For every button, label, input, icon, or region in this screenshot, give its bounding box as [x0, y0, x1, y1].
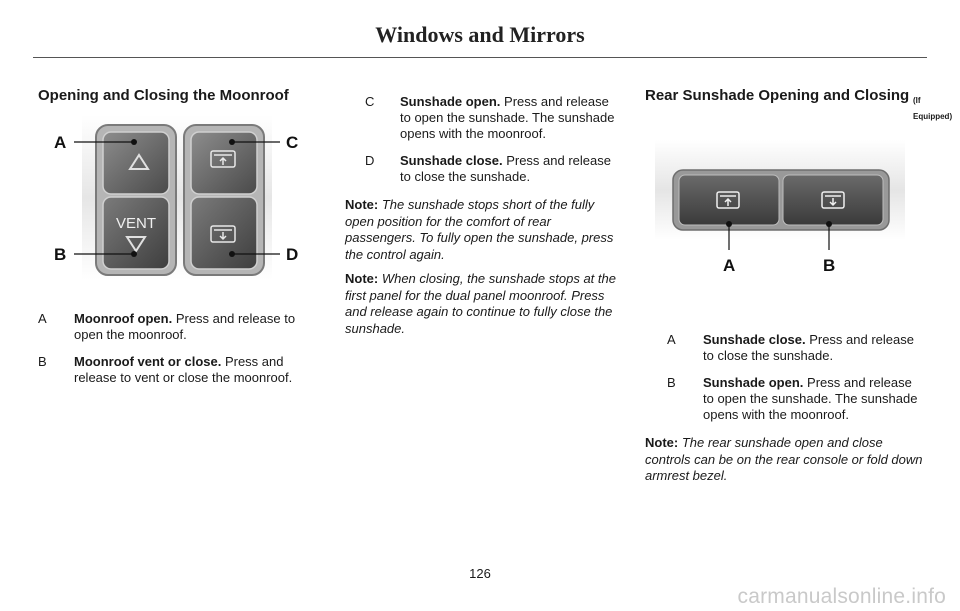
section-heading-rear-sunshade: Rear Sunshade Opening and Closing (If Equipped)	[645, 87, 909, 104]
heading-suffix: (If Equipped)	[913, 96, 953, 121]
list-item: B Sunshade open. Press and release to open the sunshade. The sunshade opens with the moonroof.	[667, 375, 918, 422]
list-item: D Sunshade close. Press and release to close the sunshade.	[365, 153, 611, 184]
list-item: A Sunshade close. Press and release to close the sunshade.	[667, 332, 914, 363]
note: Note: The rear sunshade open and close controls can be on the rear console or fold down armrest bezel.	[645, 435, 923, 483]
page-number: 126	[469, 566, 491, 581]
watermark: carmanualsonline.info	[737, 585, 946, 608]
sunshade-open-button[interactable]	[191, 132, 257, 194]
callout-a: A	[723, 256, 736, 275]
section-heading-moonroof: Opening and Closing the Moonroof	[38, 87, 289, 104]
callout-b: B	[823, 256, 836, 275]
header-rule	[33, 57, 927, 58]
moonroof-vent-close-button[interactable]	[103, 197, 169, 269]
callout-d: D	[286, 245, 299, 264]
sunshade-legend	[345, 94, 621, 337]
rear-sunshade-figure	[655, 140, 915, 280]
page-title: Windows and Mirrors	[375, 22, 585, 47]
callout-c: C	[286, 133, 299, 152]
note: Note: When closing, the sunshade stops at the first panel for the dual panel moonroof. Press and release again to continue to fully close the sunshade.	[345, 271, 616, 336]
callout-b: B	[54, 245, 67, 264]
list-item: A Moonroof open. Press and release to open the moonroof.	[38, 311, 296, 342]
moonroof-legend	[38, 311, 316, 386]
vent-label: VENT	[115, 215, 157, 232]
callout-a: A	[54, 133, 67, 152]
list-item: C Sunshade open. Press and release to open the sunshade. The sunshade opens with the moonroof.	[365, 94, 615, 141]
sunshade-close-button[interactable]	[191, 197, 257, 269]
list-item: B Moonroof vent or close. Press and release to vent or close the moonroof.	[38, 354, 293, 385]
rear-sunshade-legend	[645, 332, 925, 485]
moonroof-controls-figure	[50, 115, 310, 285]
note: Note: The sunshade stops short of the fully open position for the comfort of rear passengers. To fully open the sunshade, press the control again.	[345, 197, 614, 262]
